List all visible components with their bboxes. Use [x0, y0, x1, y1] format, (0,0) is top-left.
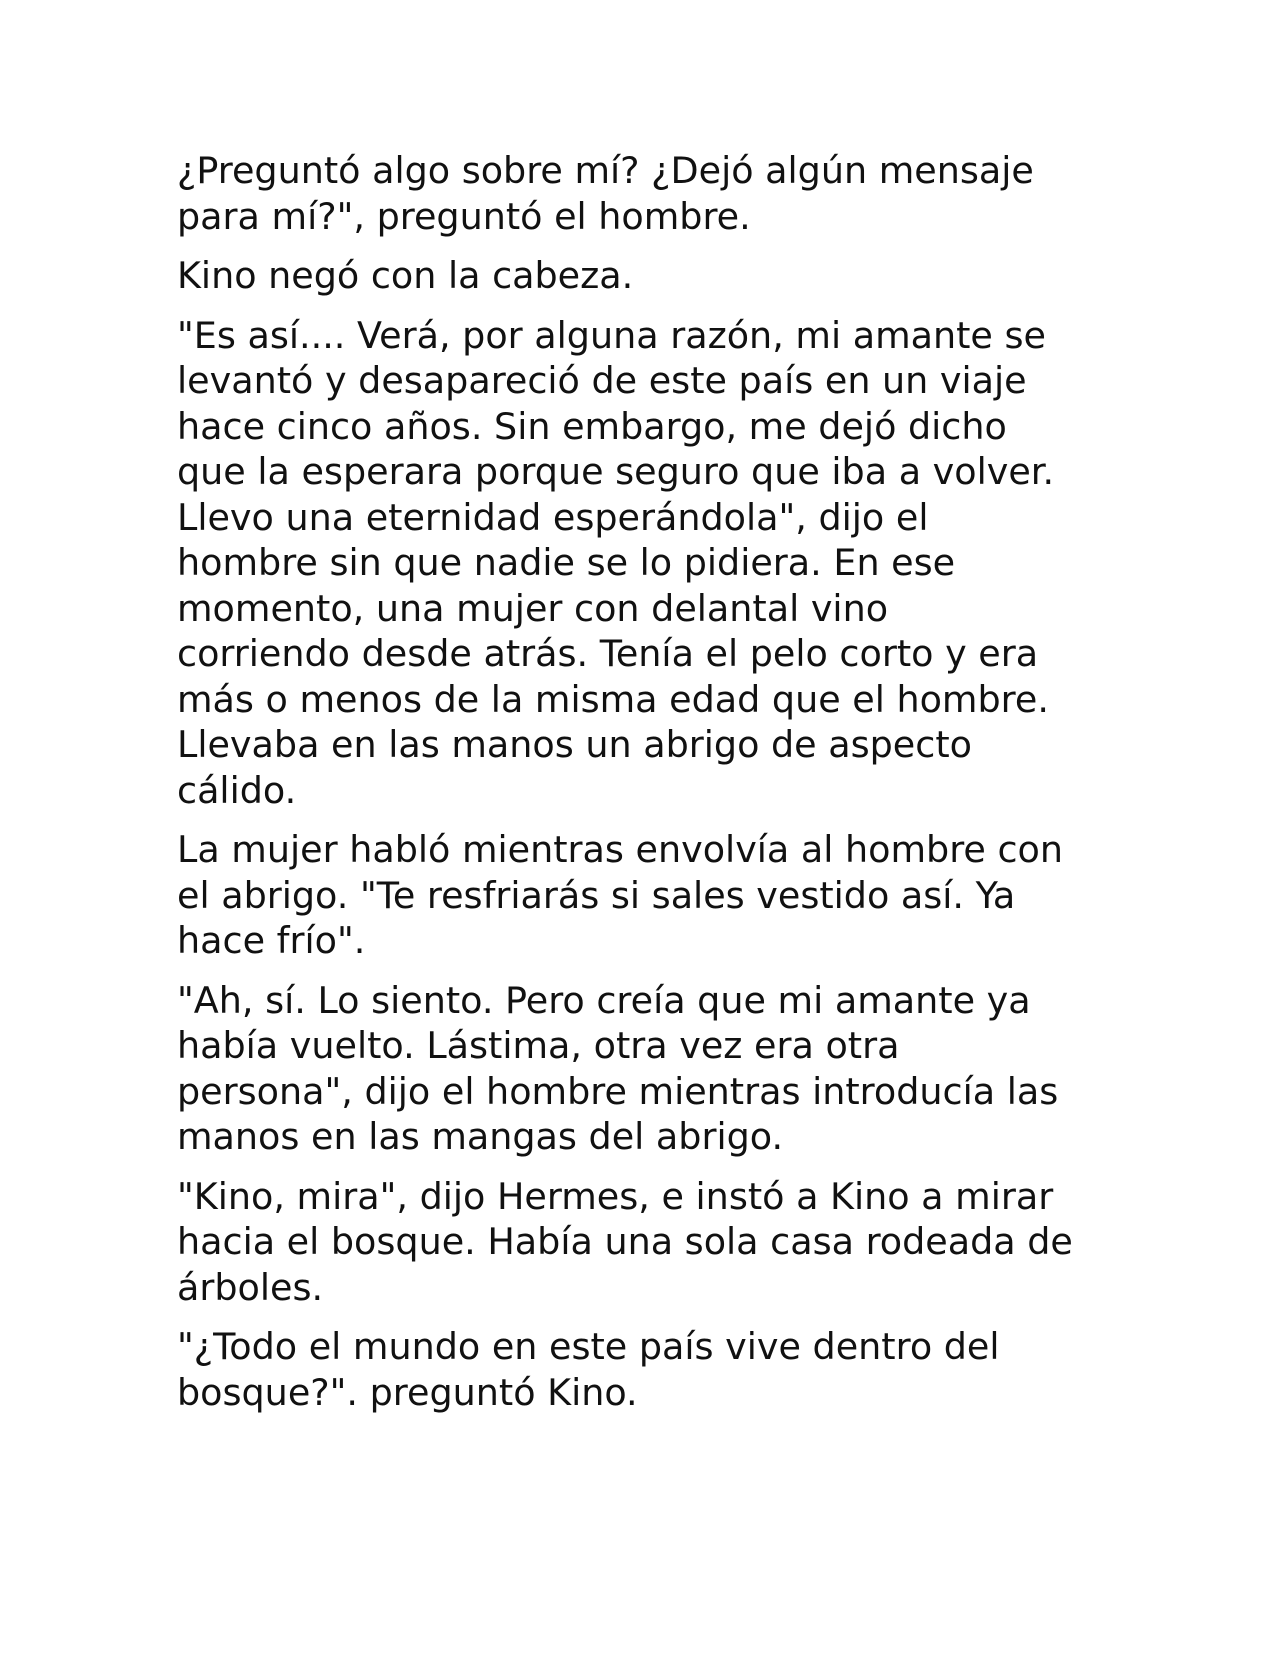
paragraph-4: La mujer habló mientras envolvía al hombre con el abrigo. "Te resfriarás si sales vestido así. Ya hace frío". — [177, 828, 1063, 962]
document-page — [177, 148, 1137, 1429]
paragraph-7: "¿Todo el mundo en este país vive dentro del bosque?". preguntó Kino. — [177, 1325, 1000, 1414]
paragraph-6: "Kino, mira", dijo Hermes, e instó a Kino a mirar hacia el bosque. Había una sola casa rodeada de árboles. — [177, 1174, 1073, 1309]
paragraph-2: Kino negó con la cabeza. — [177, 254, 634, 297]
paragraph-1: ¿Preguntó algo sobre mí? ¿Dejó algún mensaje para mí?", preguntó el hombre. — [177, 149, 1034, 238]
paragraph-3: "Es así.... Verá, por alguna razón, mi amante se levantó y desapareció de este país en un viaje hace cinco años. Sin embargo, me dejó dicho que la esperara porque seguro que iba a volver. Llevo una eternidad esperándola", dijo el hombre sin que nadie se lo pidiera. En ese momento, una mujer con delantal vino corriendo desde atrás. Tenía el pelo corto y era más o menos de la misma edad que el hombre. Llevaba en las manos un abrigo de aspecto cálido. — [177, 313, 1055, 812]
paragraph-5: "Ah, sí. Lo siento. Pero creía que mi amante ya había vuelto. Lástima, otra vez era otra persona", dijo el hombre mientras introducía las manos en las mangas del abrigo. — [177, 978, 1059, 1158]
